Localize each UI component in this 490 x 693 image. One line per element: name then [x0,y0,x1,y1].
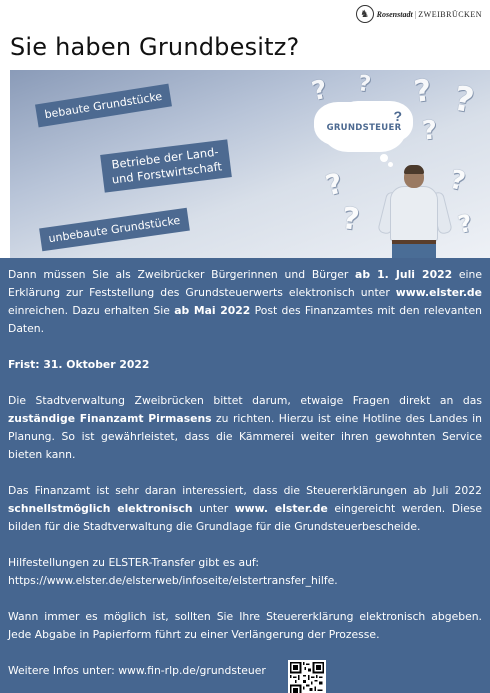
electronic-paragraph: Das Finanzamt ist sehr daran interessiert, dass die Steuererklärungen ab Juli 2022 schnellstmöglich elektronisch unter www. elster.de eingereicht werden. Diese bilden für die Stadtverwaltung die Grundlage für die Grundsteuerbescheide. [8,484,482,533]
elster-link[interactable]: www.elster.de [395,286,482,299]
logo-separator: | [414,9,417,19]
more-info-link[interactable]: Weitere Infos unter: www.fin-rlp.de/grundsteuer [8,664,266,677]
date-highlight: ab 1. Juli 2022 [355,268,453,281]
questions-paragraph: Die Stadtverwaltung Zweibrücken bittet darum, etwaige Fragen direkt an das zuständige Finanzamt Pirmasens zu richten. Hierzu ist eine Hotline des Landes in Planung. So ist gewährleistet, dass die Kämmerei weiter ihren gewohnten Service bieten kann. [8,394,482,461]
question-mark-icon: ? [356,71,373,98]
logo-wordmark [377,10,482,19]
help-paragraph: Hilfestellungen zu ELSTER-Transfer gibt es auf: https://www.elster.de/elsterweb/infoseite/elstertransfer_hilfe. [8,556,338,587]
man-figure [380,166,450,258]
info-panel [0,258,490,693]
thought-bubble [380,154,388,162]
finanzamt-highlight: zuständige Finanzamt Pirmasens [8,412,212,425]
more-info-row [8,662,482,693]
intro-paragraph: Dann müssen Sie als Zweibrücker Bürgerinnen und Bürger ab 1. Juli 2022 eine Erklärung zur Feststellung des Grundsteuerwerts elektronisch unter www.elster.de einreichen. Dazu erhalten Sie ab Mai 2022 Post des Finanzamtes mit den relevanten Daten. [8,268,483,335]
city-logo [356,5,482,23]
paper-paragraph: Wann immer es möglich ist, sollten Sie Ihre Steuererklärung elektronisch abgeben. Jede Abgabe in Papierform führt zu einer Verlängerung der Prozesse. [8,610,482,641]
question-mark-icon: ? [420,115,439,147]
thought-cloud [322,104,406,152]
tag-unbebaute-grundstuecke: unbebaute Grundstücke [39,208,190,251]
qr-code-icon[interactable] [288,660,326,693]
cloud-question-mark: ? [393,108,402,124]
tag-land-forstwirtschaft: Betriebe der Land- und Forstwirtschaft [100,139,232,192]
tag-bebaute-grundstuecke: bebaute Grundstücke [35,84,172,128]
question-mark-icon: ? [447,164,469,198]
question-mark-icon: ? [455,209,475,239]
elster-help-link[interactable]: https://www.elster.de/elsterweb/infoseite/elstertransfer_hilfe. [8,574,338,587]
question-mark-icon: ? [340,201,362,238]
mail-date-highlight: ab Mai 2022 [174,304,251,317]
hero-illustration [10,70,490,258]
cloud-label: GRUNDSTEUER [326,123,402,133]
elster-link-2[interactable]: www. elster.de [234,502,328,515]
logo-city-name: Rosenstadt [376,9,413,19]
question-mark-icon: ? [309,74,331,108]
question-mark-icon: ? [450,78,478,122]
question-mark-icon: ? [322,166,347,203]
city-seal-icon: ♞ [356,5,374,23]
deadline: Frist: 31. Oktober 2022 [8,358,150,371]
question-mark-icon: ? [412,73,434,110]
logo-city-caps: ZWEIBRÜCKEN [418,9,482,19]
electronic-highlight: schnellstmöglich elektronisch [8,502,193,515]
page-headline: Sie haben Grundbesitz? [10,33,300,61]
